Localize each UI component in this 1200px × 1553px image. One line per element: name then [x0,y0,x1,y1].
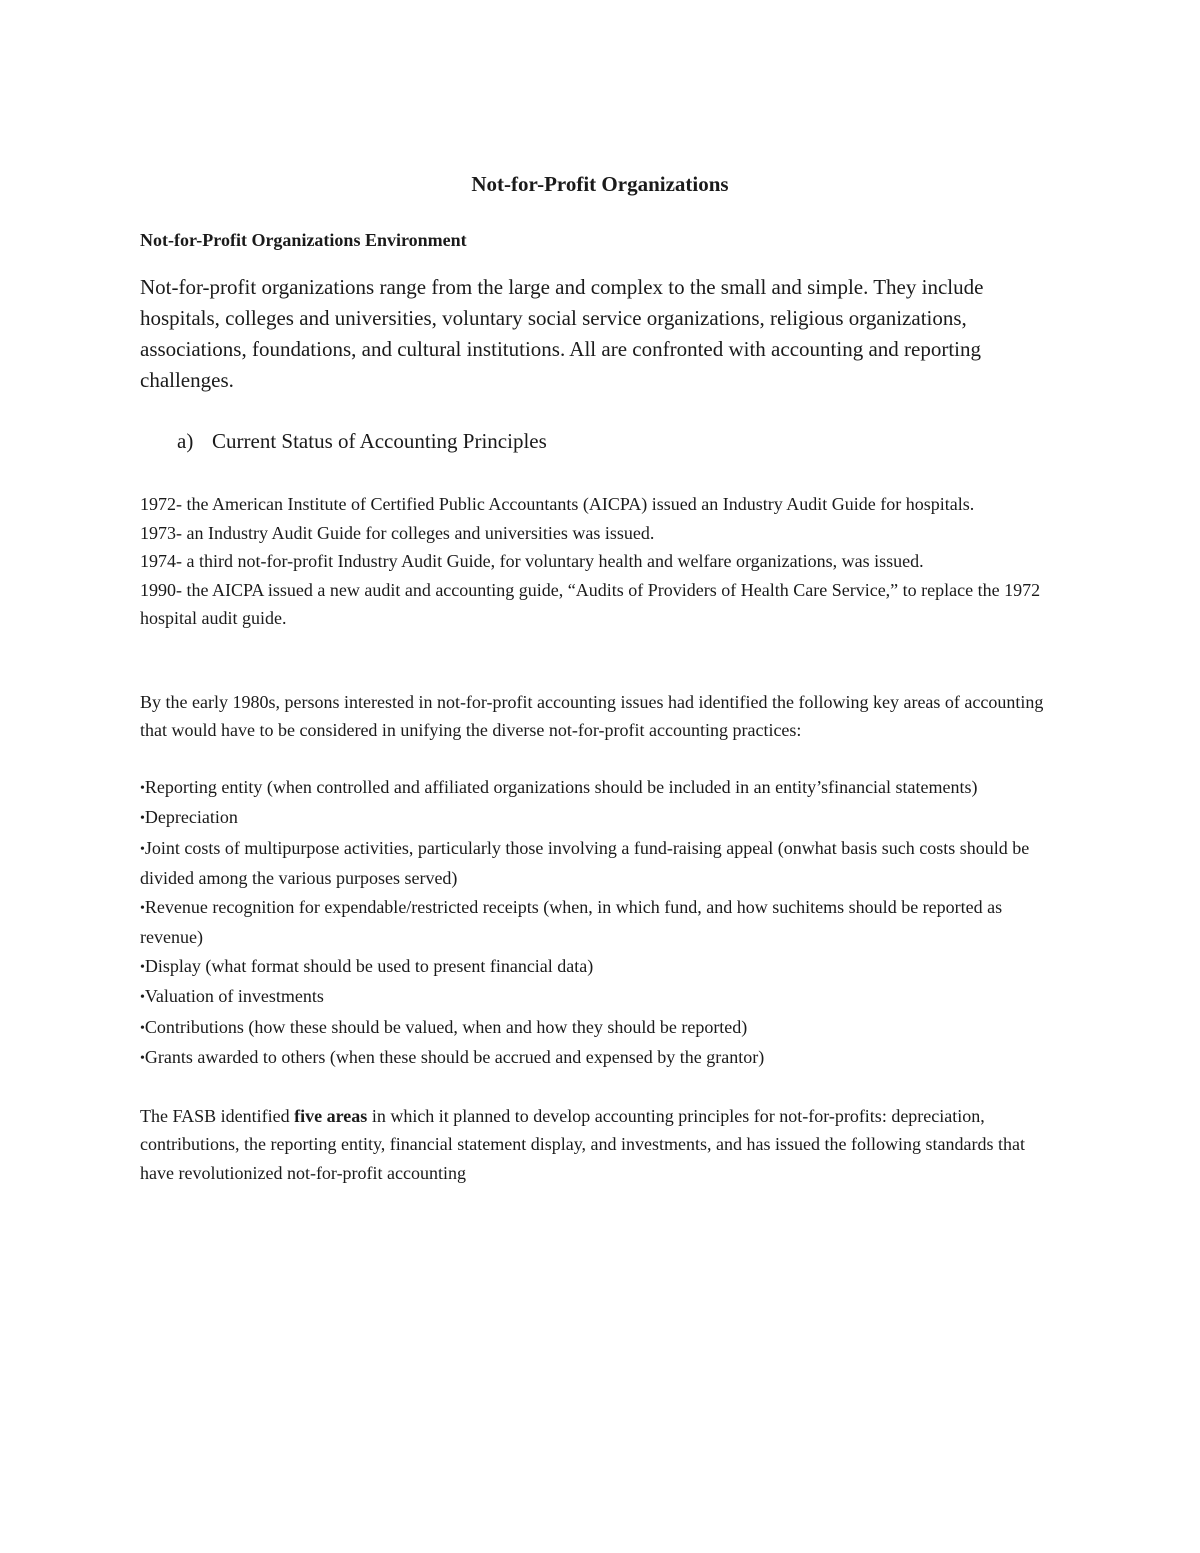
list-item: •Reporting entity (when controlled and affiliated organizations should be included in an entity’sfinancial statements) [140,776,978,797]
timeline-entry-1974: 1974- a third not-for-profit Industry Audit Guide, for voluntary health and welfare organizations, was issued. [140,551,924,571]
list-item: •Joint costs of multipurpose activities, particularly those involving a fund-raising appeal (onwhat basis such costs should be divided among the various purposes served) [140,837,1030,888]
bullet-icon: • [140,959,145,975]
bullet-icon: • [140,990,145,1005]
key-areas-list [140,773,1060,1074]
fasb-paragraph: The FASB identified five areas in which it planned to develop accounting principles for not-for-profits: depreciation, contributions, the reporting entity, financial statement display, and investments, and has issued the following standards that have revolutionized not-for-profit accounting [140,1105,1025,1183]
list-item: •Contributions (how these should be valued, when and how they should be reported) [140,1016,748,1037]
bullet-icon: • [140,811,145,826]
section-title: Not-for-Profit Organizations Environment [140,230,467,250]
early-1980s-paragraph: By the early 1980s, persons interested in not-for-profit accounting issues had identified the following key areas of accounting that would have to be considered in unifying the diverse not-for-profit accounting practices: [140,691,1044,740]
list-item: •Valuation of investments [140,986,324,1006]
list-marker: a) [177,429,194,453]
timeline-entry-1990: 1990- the AICPA issued a new audit and accounting guide, “Audits of Providers of Health Care Service,” to replace the 1972 hospital audit guide. [140,579,1041,628]
page-title: Not-for-Profit Organizations [471,172,729,196]
list-item: •Depreciation [140,807,238,827]
list-item: •Revenue recognition for expendable/restricted receipts (when, in which fund, and how suchitems should be reported as revenue) [140,896,1003,947]
bullet-icon: • [140,1020,145,1036]
bullet-icon: • [140,841,145,857]
intro-paragraph: Not-for-profit organizations range from the large and complex to the small and simple. They include hospitals, colleges and universities, voluntary social service organizations, religious organizations, associations, foundations, and cultural institutions. All are confronted with accounting and reporting challenges. [140,275,984,392]
section-a-heading [177,426,1060,456]
emphasis-five-areas: five areas [294,1105,368,1126]
list-item: •Display (what format should be used to present financial data) [140,955,594,976]
section-a-heading-text: Current Status of Accounting Principles [212,429,547,453]
timeline-entry-1972: 1972- the American Institute of Certified Public Accountants (AICPA) issued an Industry Audit Guide for hospitals. [140,494,975,514]
bullet-icon: • [140,780,145,796]
bullet-icon: • [140,1051,145,1066]
list-item: •Grants awarded to others (when these should be accrued and expensed by the grantor) [140,1047,765,1067]
timeline [140,490,1060,633]
document-body [140,170,1060,1215]
timeline-entry-1973: 1973- an Industry Audit Guide for colleges and universities was issued. [140,522,655,543]
bullet-icon: • [140,900,145,916]
